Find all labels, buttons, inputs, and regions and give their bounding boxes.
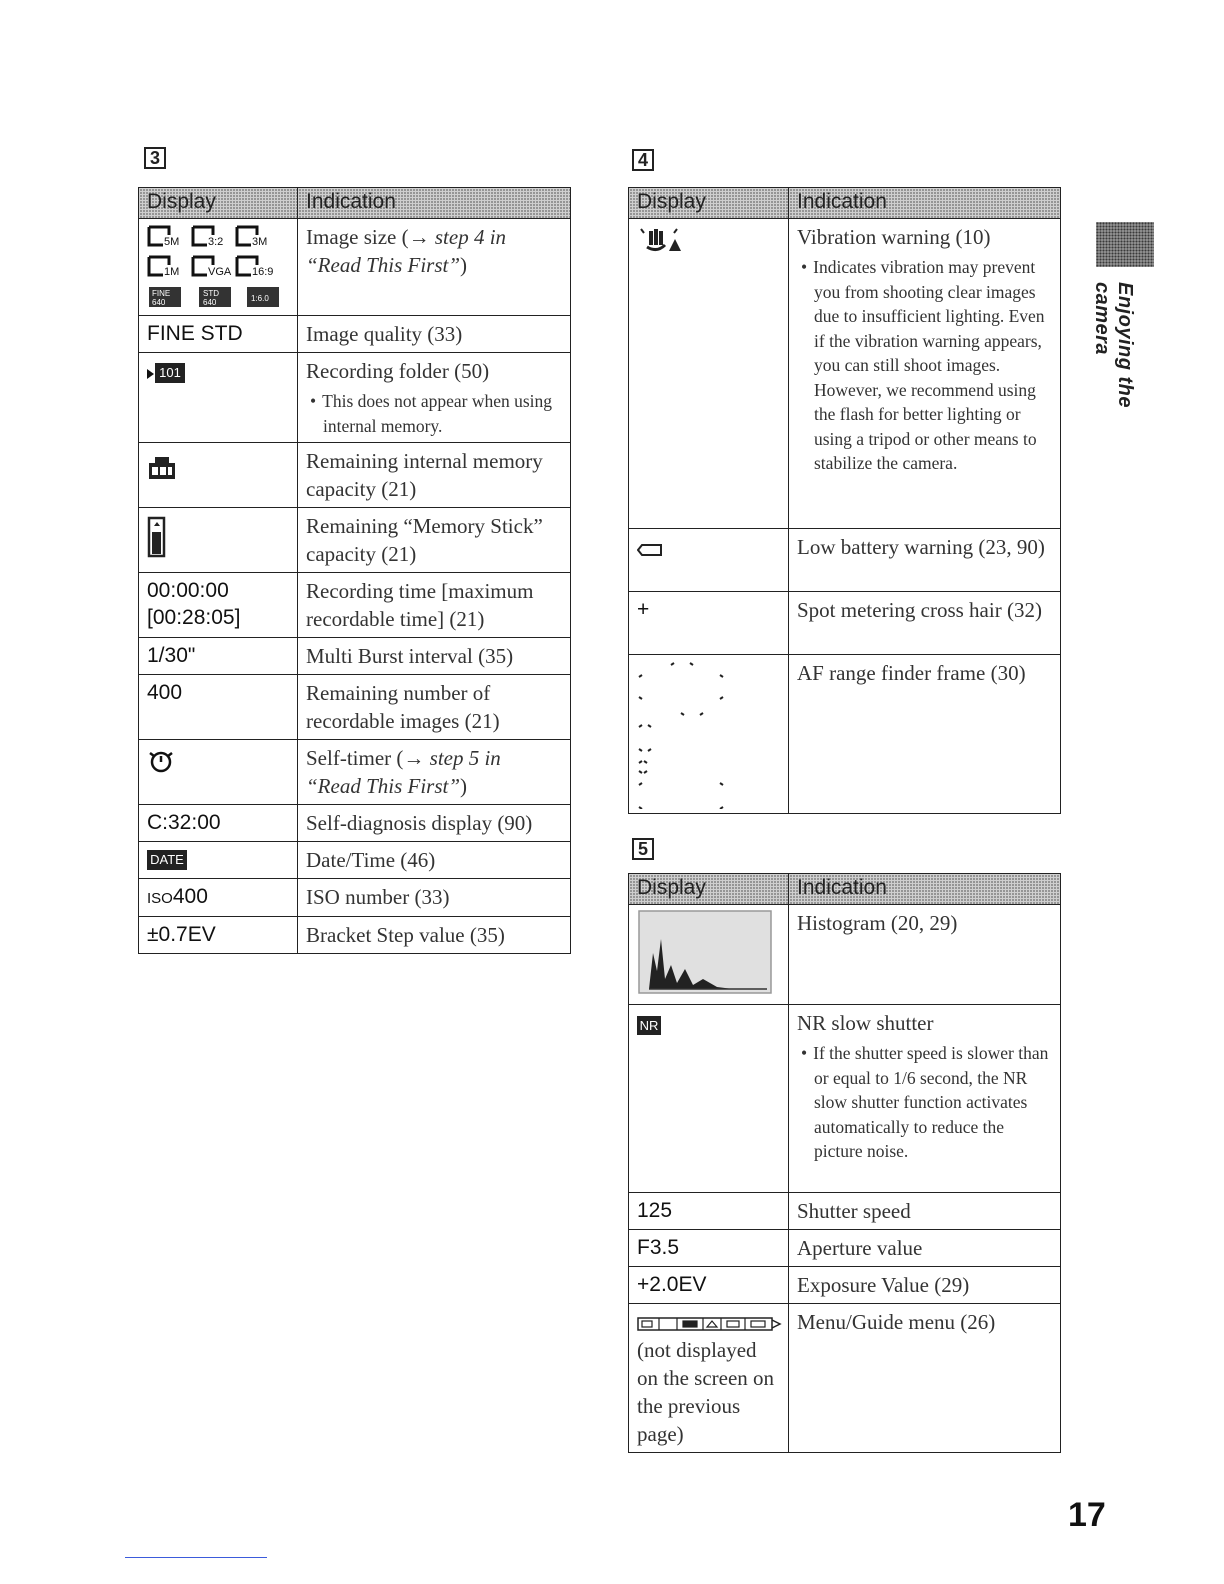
indication-cell: NR slow shutter • If the shutter speed is slower than or equal to 1/6 second, the NR slow shutter function activates automatically to reduce the picture noise. (789, 1005, 1061, 1193)
display-header: Display (629, 874, 789, 905)
indication-cell: Self-timer (→ step 5 in “Read This First”) (298, 740, 571, 805)
display-cell (139, 353, 298, 443)
table-row (139, 879, 571, 917)
section-5-table (628, 873, 1061, 1453)
display-cell (139, 740, 298, 805)
indication-cell: Self-diagnosis display (90) (298, 805, 571, 842)
indication-cell: Low battery warning (23, 90) (789, 529, 1061, 592)
footer-rule (125, 1557, 267, 1558)
table-row (629, 592, 1061, 655)
histogram-icon (637, 909, 773, 995)
table-row (629, 219, 1061, 529)
table-header (629, 188, 1061, 219)
table-row (139, 508, 571, 573)
display-cell: FINE STD (139, 316, 298, 353)
table-row (139, 842, 571, 879)
menu-guide-icon (637, 1316, 783, 1332)
indication-header: Indication (789, 874, 1061, 905)
svg-text:16:9: 16:9 (252, 266, 274, 278)
nr-icon: NR (637, 1016, 661, 1035)
display-cell (629, 655, 789, 814)
menu-guide-note: (not displayed on the screen on the previous page) (637, 1338, 775, 1446)
display-cell (629, 529, 789, 592)
display-cell: ISO400 (139, 879, 298, 917)
vibration-warning-icon (637, 223, 681, 255)
display-cell (629, 219, 789, 529)
svg-text:3:2: 3:2 (208, 236, 224, 248)
display-cell (139, 508, 298, 573)
date-icon: DATE (147, 850, 187, 870)
display-header: Display (629, 188, 789, 219)
svg-text:5M: 5M (164, 236, 180, 248)
display-cell: F3.5 (629, 1230, 789, 1267)
table-row (139, 353, 571, 443)
section-3-table (138, 187, 571, 954)
table-row (139, 917, 571, 954)
table-header (629, 874, 1061, 905)
indication-cell: Remaining number of recordable images (21) (298, 675, 571, 740)
indication-cell: Aperture value (789, 1230, 1061, 1267)
table-row (139, 443, 571, 508)
table-row (629, 1005, 1061, 1193)
indication-cell: Remaining “Memory Stick” capacity (21) (298, 508, 571, 573)
chapter-label: Enjoying the camera (1091, 282, 1136, 408)
table-row (139, 740, 571, 805)
table-row (629, 1193, 1061, 1230)
table-row (139, 219, 571, 316)
display-cell (139, 443, 298, 508)
note-text: • This does not appear when using internal memory. (306, 389, 562, 438)
svg-text:640: 640 (203, 298, 217, 307)
display-cell: +2.0EV (629, 1267, 789, 1304)
svg-text:FINE: FINE (152, 289, 171, 298)
indication-cell: Vibration warning (10) • Indicates vibration may prevent you from shooting clear images due to insufficient lighting. Even if the vibration warning appears, you can still shoot images. However, we recommend using the flash for better lighting or using a tripod or other means to stabilize the camera. (789, 219, 1061, 529)
indication-cell: Exposure Value (29) (789, 1267, 1061, 1304)
table-row (629, 1267, 1061, 1304)
af-frame-icon (637, 659, 747, 809)
recording-folder-icon: 101 (147, 363, 185, 383)
table-row (139, 675, 571, 740)
section-5-number: 5 (632, 838, 654, 860)
svg-text:640: 640 (152, 298, 166, 307)
internal-memory-icon (147, 455, 179, 481)
indication-header: Indication (789, 188, 1061, 219)
indication-cell: AF range finder frame (30) (789, 655, 1061, 814)
indication-cell: Date/Time (46) (298, 842, 571, 879)
indication-cell: Multi Burst interval (35) (298, 638, 571, 675)
table-row (629, 905, 1061, 1005)
low-battery-icon (637, 543, 663, 557)
section-4-table (628, 187, 1061, 814)
table-row (629, 1304, 1061, 1453)
table-header (139, 188, 571, 219)
svg-text:1M: 1M (164, 266, 180, 278)
self-timer-icon (147, 748, 175, 774)
display-cell: 1/30" (139, 638, 298, 675)
section-3-number: 3 (144, 147, 166, 169)
table-row (139, 638, 571, 675)
display-cell: 00:00:00 [00:28:05] (139, 573, 298, 638)
indication-cell: Remaining internal memory capacity (21) (298, 443, 571, 508)
svg-text:VGA: VGA (208, 266, 232, 278)
table-row (629, 529, 1061, 592)
display-cell (139, 842, 298, 879)
svg-text:STD: STD (203, 289, 219, 298)
display-cell (629, 1304, 789, 1453)
indication-header: Indication (298, 188, 571, 219)
note-text: • If the shutter speed is slower than or equal to 1/6 second, the NR slow shutter function activates automatically to reduce the picture noise. (797, 1041, 1052, 1164)
svg-text:3M: 3M (252, 236, 268, 248)
indication-cell: Spot metering cross hair (32) (789, 592, 1061, 655)
display-cell: 125 (629, 1193, 789, 1230)
page-number: 17 (1068, 1496, 1106, 1534)
note-text: • Indicates vibration may prevent you from shooting clear images due to insufficient lighting. Even if the vibration warning appears, you can still shoot images. However, we recommend using the flash for better lighting or using a tripod or other means to stabilize the camera. (797, 255, 1052, 476)
display-header: Display (139, 188, 298, 219)
table-row (629, 1230, 1061, 1267)
table-row (629, 655, 1061, 814)
display-cell: 400 (139, 675, 298, 740)
display-cell (629, 905, 789, 1005)
section-4-number: 4 (632, 149, 654, 171)
memory-stick-icon (147, 516, 167, 558)
chapter-tab-marker (1096, 222, 1154, 267)
display-cell: C:32:00 (139, 805, 298, 842)
table-row (139, 805, 571, 842)
table-row (139, 316, 571, 353)
indication-cell: Image size (→ step 4 in “Read This First”) (298, 219, 571, 316)
indication-cell: Bracket Step value (35) (298, 917, 571, 954)
indication-cell: Recording folder (50) • This does not appear when using internal memory. (298, 353, 571, 443)
display-cell: ±0.7EV (139, 917, 298, 954)
table-row (139, 573, 571, 638)
display-cell: + (629, 592, 789, 655)
display-cell (139, 219, 298, 316)
indication-cell: Image quality (33) (298, 316, 571, 353)
image-size-icons (147, 223, 282, 311)
indication-cell: Menu/Guide menu (26) (789, 1304, 1061, 1453)
display-cell (629, 1005, 789, 1193)
indication-cell: Recording time [maximum recordable time] (21) (298, 573, 571, 638)
indication-cell: Histogram (20, 29) (789, 905, 1061, 1005)
indication-cell: Shutter speed (789, 1193, 1061, 1230)
svg-text:1:6.0: 1:6.0 (251, 294, 269, 303)
indication-cell: ISO number (33) (298, 879, 571, 917)
